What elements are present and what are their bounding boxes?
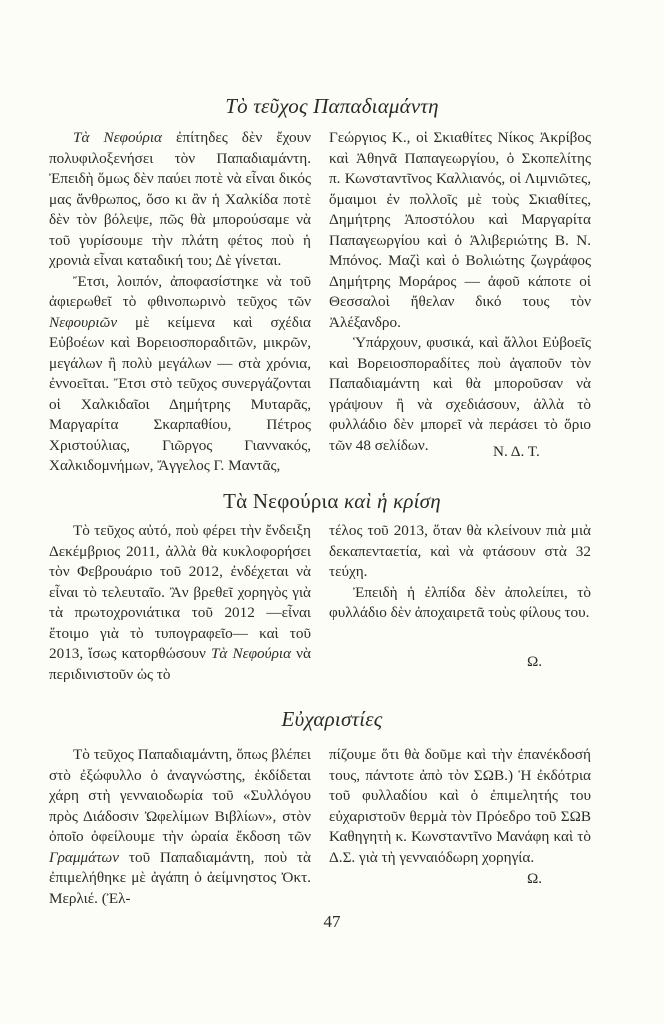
paragraph-text: τοῦ Παπαδιαμάντη, ποὺ τὰ ἐπιμελήθηκε μὲ ἀγάπη ὁ ἀείμνηστος Ὀκτ. Μερλιέ. (Ἐλ- [49, 848, 311, 907]
paragraph-text: Τὸ τεῦχος Παπαδιαμάντη, ὅπως βλέπει στὸ ἐξώφυλλο ὁ ἀναγνώστης, ἐκδίδεται χάρη στὴ γενναιοδωρία τοῦ «Συλλόγου πρὸς Διάδοσιν Ὠφελίμων Βιβλίων», στὸν ὁποῖο ὀφείλουμε τὴν ὡραία ἔκδοση τῶν [49, 746, 311, 845]
paragraph: Γεώργιος Κ., οἱ Σκιαθίτες Νίκος Ἀκρίβος καὶ Ἀθηνᾶ Παπαγεωργίου, ὁ Σκοπελίτης π. Κωνσταντῖνος Καλλιανός, οἱ Λιμνιῶτες, ὅμαιμοι ἐν πολλοῖς μὲ τοὺς Σκιαθίτες, Δημήτρης Ἀποστόλου καὶ Μαργαρίτα Παπαγεωργίου καὶ ὁ Ἀλιβεριώτης Β. Ν. Μπόνος. Μαζὶ καὶ ὁ Βολιώτης ζωγράφος Δημήτρης Μοράρος — ἀφοῦ κάποτε οἱ Θεσσαλοὶ ἤθελαν δικό τους τὸν Ἀλέξανδρο. [329, 129, 591, 331]
section-2-left-column [49, 521, 311, 685]
italic-title-nefouria: Τὰ Νεφούρια [73, 129, 163, 146]
paragraph: τέλος τοῦ 2013, ὅταν θὰ κλείνουν πιὰ μιὰ δεκαπενταετία, καὶ νὰ φτάσουν στὰ 32 τεύχη. [329, 522, 591, 580]
section-title: Τὸ τεῦχος Παπαδιαμάντη [225, 94, 439, 118]
paragraph-text: Τὸ τεῦχος αὐτό, ποὺ φέρει τὴν ἔνδειξη Δεκέμβριος 2011, ἀλλὰ θὰ κυκλοφορήσει τὸν Φεβρουάριο τοῦ 2012, ἐνδέχεται νὰ εἶναι τὸ τελευταῖο. Ἂν βρεθεῖ χορηγὸς γιὰ τὰ πρωτοχρονιάτικα τοῦ 2012 —εἶναι ἕτοιμο γιὰ τὸ τυπογραφεῖο— καὶ τοῦ 2013, ἴσως κατορθώσουν [49, 522, 311, 662]
paragraph: Ἐπειδὴ ἡ ἐλπίδα δὲν ἀπολείπει, τὸ φυλλάδιο δὲν ἀποχαιρετᾶ τοὺς φίλους του. [329, 583, 591, 621]
section-1-left-column [49, 128, 311, 477]
signature-omega: Ω. [527, 870, 543, 887]
signature-omega: Ω. [527, 653, 543, 670]
paragraph: Ὑπάρχουν, φυσικά, καὶ ἄλλοι Εὐβοεῖς καὶ Βορειοσποραδίτες ποὺ ἀγαποῦν τὸν Παπαδιαμάντη καὶ θὰ μποροῦσαν νὰ γράψουν ἢ νὰ σχεδιάσουν, ἀλλὰ τὸ φυλλάδιο δὲν μπορεῖ νὰ περάσει τὸ ὅριο τῶν 48 σελίδων. [329, 334, 591, 454]
signature-ndt: Ν. Δ. Τ. [493, 443, 540, 460]
paragraph-text: μὲ κείμενα καὶ σχέδια Εὐβοέων καὶ Βορειοσποραδιτῶν, μικρῶν, μεγάλων ἢ πολὺ μεγάλων — στὰ χρόνια, ἐννοεῖται. Ἔτσι στὸ τεῦχος συνεργάζονται οἱ Χαλκιδαῖοι Δημήτρης Μυταρᾶς, Μαργαρίτα Σκαρπαθίου, Πέτρος Χριστούλιας, Γιῶργος Γιαννακός, Χαλκιδομνήμων, Ἄγγελος Γ. Μαντᾶς, [49, 313, 311, 474]
section-heading-nefouria-krisi [0, 489, 664, 514]
paragraph-text: ἐπίτηδες δὲν ἔχουν πολυφιλοξενήσει τὸν Παπαδιαμάντη. Ἐπειδὴ ὅμως δὲν παύει ποτὲ νὰ εἶναι δικός μας ἄνθρωπος, ὅσο κι ἂν ἡ Χαλκίδα ποτὲ δὲν τὸν βόλεψε, πῶς θὰ μπορούσαμε νὰ τοῦ γυρίσουμε τὴν πλάτη φέτος ποὺ ἡ χρονιὰ εἶναι καταδική του; Δὲ γίνεται. [49, 129, 311, 269]
paragraph-text: Ἔτσι, λοιπόν, ἀποφασίστηκε νὰ τοῦ ἀφιερωθεῖ τὸ φθινοπωρινὸ τεῦχος τῶν [49, 272, 311, 310]
section-title: Εὐχαριστίες [281, 707, 383, 731]
section-heading-papadiamantis [0, 94, 664, 119]
page-number: 47 [323, 912, 341, 931]
paragraph-text: νὰ περιδινιστοῦν ὡς τὸ [49, 645, 311, 683]
paragraph: πίζουμε ὅτι θὰ δοῦμε καὶ τὴν ἐπανέκδοσή τους, πάντοτε ἀπὸ τὸν ΣΩΒ.) Ἡ ἐκδότρια τοῦ φυλλαδίου καὶ ὁ ἐπιμελητής του εὐχαριστοῦν θερμὰ τὸν Πρόεδρο τοῦ ΣΩΒ Καθηγητὴ κ. Κωνσταντῖνο Μανάφη καὶ τὸ Δ.Σ. γιὰ τὴ γενναιόδωρη χορηγία. [329, 746, 591, 866]
section-1-right-column [329, 128, 591, 456]
paragraph [49, 745, 311, 909]
section-3-right-column [329, 745, 591, 868]
section-heading-eucharisties [0, 707, 664, 732]
paragraph [49, 272, 311, 477]
section-2-right-column [329, 521, 591, 624]
section-3-left-column [49, 745, 311, 909]
paragraph [49, 128, 311, 272]
section-title-italic: καὶ ἡ κρίση [344, 489, 441, 513]
paragraph [49, 521, 311, 685]
italic-title-nefourion: Νεφουριῶν [49, 313, 118, 331]
italic-title-nefouria: Τὰ Νεφούρια [210, 645, 292, 662]
section-title-regular: Τὰ Νεφούρια [223, 489, 345, 513]
italic-title-grammata: Γραμμάτων [49, 848, 120, 866]
